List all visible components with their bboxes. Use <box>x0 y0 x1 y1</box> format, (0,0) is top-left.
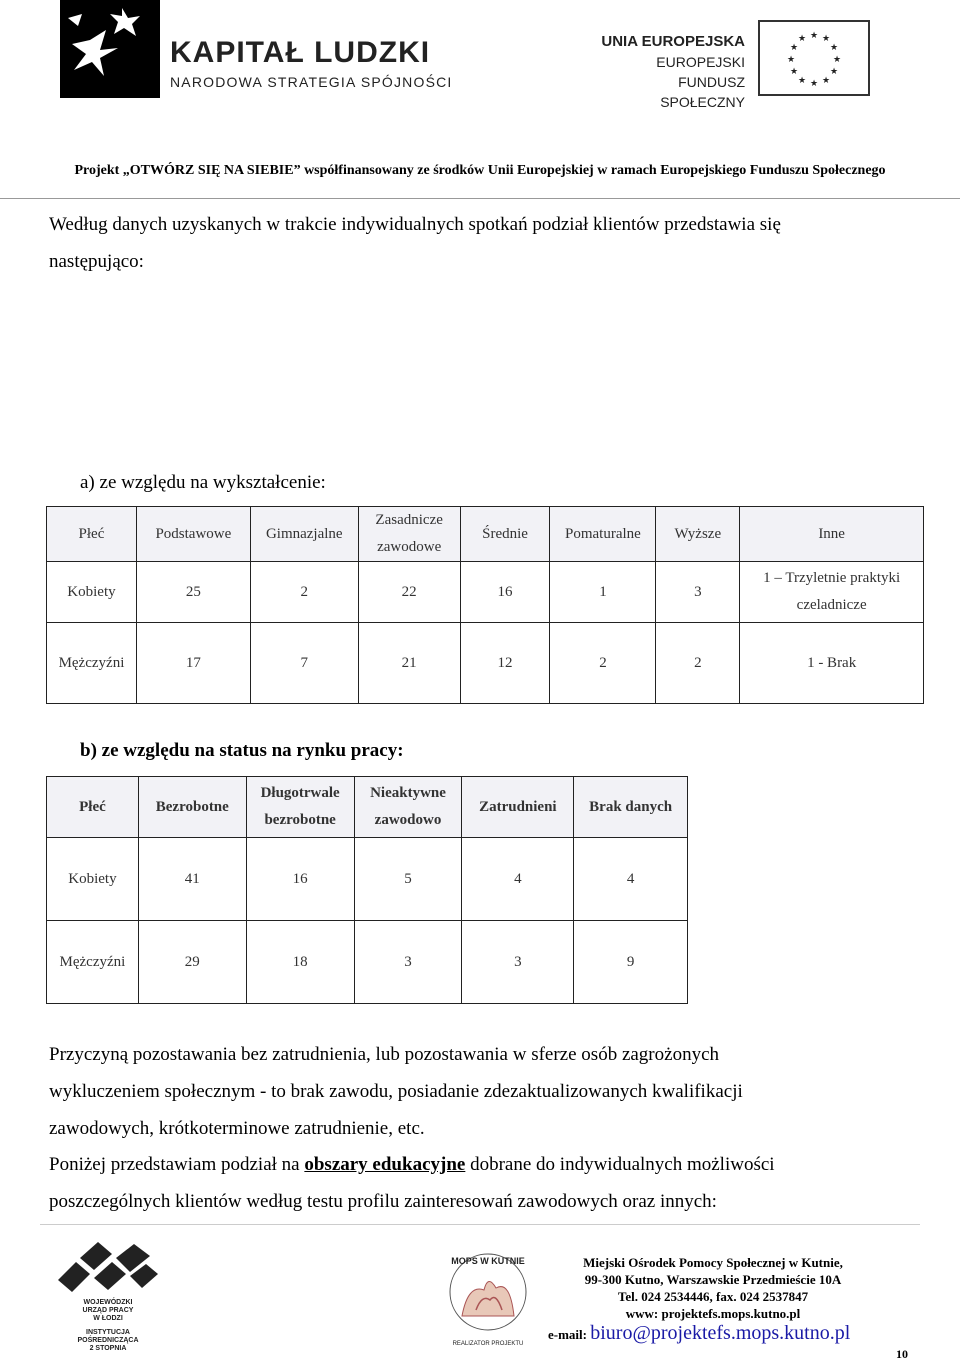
table-cell: Kobiety <box>47 838 139 921</box>
kapital-ludzki-logo <box>60 0 160 98</box>
wup-line3: W ŁODZI <box>93 1315 123 1322</box>
table-cell: 2 <box>250 562 358 623</box>
table-header-row <box>47 777 688 838</box>
header-cell: Pomaturalne <box>550 507 656 562</box>
table-cell: 4 <box>462 838 574 921</box>
header-cell: Inne <box>740 507 924 562</box>
education-table <box>46 506 924 704</box>
ue-text <box>590 32 745 112</box>
table-cell: 25 <box>136 562 250 623</box>
section-b-title: b) ze względu na status na rynku pracy: <box>80 740 404 761</box>
table-cell: 3 <box>354 921 462 1004</box>
ue-line2: EUROPEJSKI <box>656 54 745 70</box>
project-line: Projekt „OTWÓRZ SIĘ NA SIEBIE” współfinansowany ze środków Unii Europejskiej w ramach Europejskiego Funduszu Społecznego <box>74 163 886 178</box>
table-cell: Kobiety <box>47 562 137 623</box>
svg-text:★: ★ <box>832 55 842 65</box>
table-cell: 9 <box>574 921 688 1004</box>
kl-subtitle: NARODOWA STRATEGIA SPÓJNOŚCI <box>170 74 453 90</box>
table-cell: Mężczyźni <box>47 623 137 704</box>
header-cell: Średnie <box>460 507 550 562</box>
header-cell: Gimnazjalne <box>250 507 358 562</box>
svg-text:★: ★ <box>786 55 796 65</box>
address-line4: www: projektefs.mops.kutno.pl <box>625 1306 801 1321</box>
header-cell: Podstawowe <box>136 507 250 562</box>
email-link[interactable]: biuro@projektefs.mops.kutno.pl <box>590 1322 851 1344</box>
para3-after: dobrane do indywidualnych możliwości <box>465 1154 775 1175</box>
mops-kutno-logo <box>438 1244 538 1350</box>
para2-line1: Przyczyną pozostawania bez zatrudnienia, lub pozostawania w sferze osób zagrożonych <box>49 1044 720 1065</box>
intro-line2: następująco: <box>49 251 144 272</box>
table-cell: 5 <box>354 838 462 921</box>
svg-text:★: ★ <box>829 43 839 53</box>
table-row <box>47 562 924 623</box>
table-row <box>47 921 688 1004</box>
header-cell: Brak danych <box>574 777 688 838</box>
mops-caption: REALIZATOR PROJEKTU <box>452 1341 524 1347</box>
wup-line6: 2 STOPNIA <box>89 1345 127 1352</box>
education-areas-link[interactable]: obszary edukacyjne <box>304 1154 466 1175</box>
kl-title: KAPITAŁ LUDZKI <box>170 36 431 69</box>
address-line1: Miejski Ośrodek Pomocy Społecznej w Kutnie, <box>583 1255 843 1270</box>
wup-line1: WOJEWÓDZKI <box>83 1299 133 1306</box>
email-label: e-mail: <box>548 1327 587 1342</box>
table-cell: 17 <box>136 623 250 704</box>
table-cell: Mężczyźni <box>47 921 139 1004</box>
footer-email <box>548 1322 850 1345</box>
footer-divider <box>40 1224 920 1225</box>
address-line2: 99-300 Kutno, Warszawskie Przedmieście 10A <box>584 1272 842 1287</box>
svg-text:★: ★ <box>821 34 831 44</box>
svg-text:★: ★ <box>829 67 839 77</box>
table-cell: 21 <box>358 623 460 704</box>
table-cell: 29 <box>138 921 246 1004</box>
header-cell: Długotrwale bezrobotne <box>246 777 354 838</box>
table-cell: 16 <box>460 562 550 623</box>
header-cell: Płeć <box>47 777 139 838</box>
address-line3: Tel. 024 2534446, fax. 024 2537847 <box>617 1289 809 1304</box>
header-cell: Nieaktywne zawodowo <box>354 777 462 838</box>
table-header-row <box>47 507 924 562</box>
table-cell: 7 <box>250 623 358 704</box>
header-cell: Zasadnicze zawodowe <box>358 507 460 562</box>
eu-flag-icon <box>758 20 870 96</box>
reasons-paragraph <box>49 1036 925 1147</box>
header-cell: Bezrobotne <box>138 777 246 838</box>
table-cell: 12 <box>460 623 550 704</box>
para3-line1 <box>49 1146 925 1183</box>
table-cell: 1 - Brak <box>740 623 924 704</box>
wup-line5: POŚREDNICZĄCA <box>77 1337 139 1344</box>
svg-text:★: ★ <box>797 76 807 86</box>
intro-paragraph <box>49 206 925 280</box>
section-a-title: a) ze względu na wykształcenie: <box>80 472 326 493</box>
para2-line2: wykluczeniem społecznym - to brak zawodu, posiadanie zdezaktualizowanych kwalifikacji <box>49 1081 743 1102</box>
svg-text:★: ★ <box>821 76 831 86</box>
svg-text:★: ★ <box>809 79 819 89</box>
ue-line3: FUNDUSZ SPOŁECZNY <box>660 74 745 110</box>
page-number: 10 <box>896 1347 908 1361</box>
table-cell: 18 <box>246 921 354 1004</box>
wup-line2: URZĄD PRACY <box>82 1307 134 1314</box>
table-cell: 22 <box>358 562 460 623</box>
table-cell: 3 <box>462 921 574 1004</box>
table-cell: 2 <box>656 623 740 704</box>
svg-text:★: ★ <box>789 67 799 77</box>
wup-line4: INSTYTUCJA <box>86 1329 130 1336</box>
para3-before: Poniżej przedstawiam podział na <box>49 1154 305 1175</box>
mops-logo-text: MOPS W KUTNIE <box>451 1256 525 1266</box>
header-divider <box>0 198 960 199</box>
table-row <box>47 838 688 921</box>
table-cell: 1 <box>550 562 656 623</box>
table-cell: 3 <box>656 562 740 623</box>
table-cell: 41 <box>138 838 246 921</box>
header-cell: Płeć <box>47 507 137 562</box>
wup-lodz-logo <box>54 1240 162 1356</box>
para2-line3: zawodowych, krótkoterminowe zatrudnienie, etc. <box>49 1118 425 1139</box>
areas-paragraph <box>49 1146 925 1220</box>
svg-text:★: ★ <box>809 31 819 41</box>
intro-line1: Według danych uzyskanych w trakcie indywidualnych spotkań podział klientów przedstawia się <box>49 214 781 235</box>
header-cell: Zatrudnieni <box>462 777 574 838</box>
table-cell: 16 <box>246 838 354 921</box>
labor-status-table <box>46 776 688 1004</box>
header-cell: Wyższe <box>656 507 740 562</box>
footer-address <box>548 1254 878 1322</box>
svg-text:★: ★ <box>789 43 799 53</box>
para3-line2: poszczególnych klientów według testu profilu zainteresowań zawodowych oraz innych: <box>49 1191 717 1212</box>
svg-text:★: ★ <box>797 34 807 44</box>
table-row <box>47 623 924 704</box>
table-cell: 1 – Trzyletnie praktyki czeladnicze <box>740 562 924 623</box>
ue-line1: UNIA EUROPEJSKA <box>601 33 745 50</box>
table-cell: 4 <box>574 838 688 921</box>
table-cell: 2 <box>550 623 656 704</box>
